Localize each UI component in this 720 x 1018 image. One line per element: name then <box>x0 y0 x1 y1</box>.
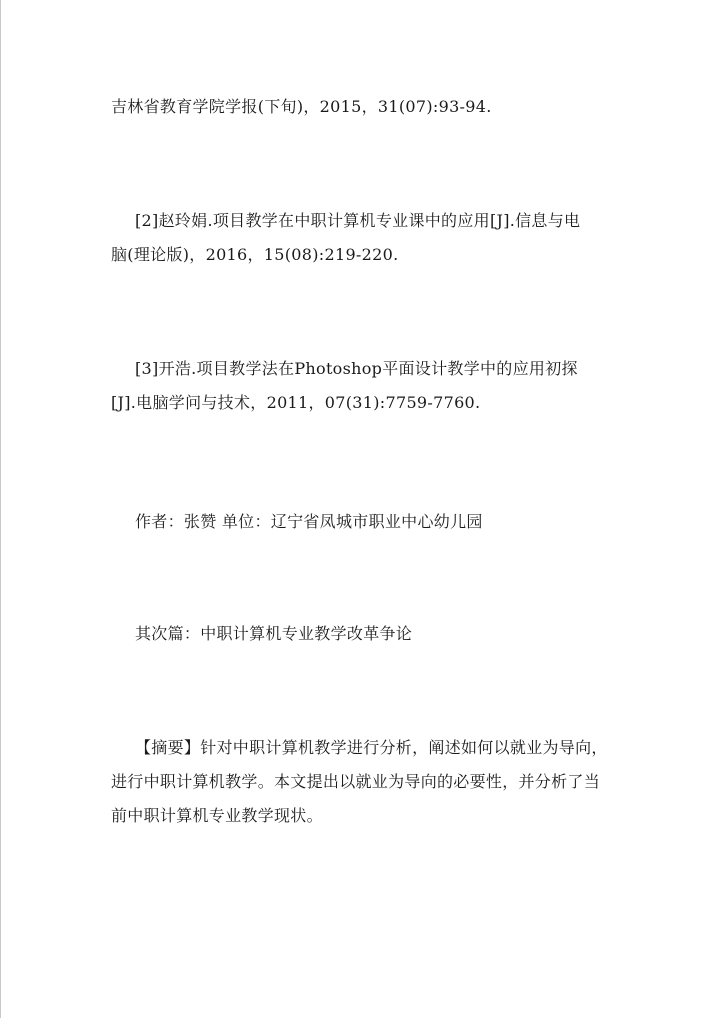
abstract-line-1: 【摘要】针对中职计算机教学进行分析，阐述如何以就业为导向， <box>135 738 608 757</box>
abstract-line-3: 前中职计算机专业教学现状。 <box>111 806 323 825</box>
reference-1-continuation <box>111 90 611 124</box>
reference-2-line-2: 脑(理论版)，2016，15(08):219-220. <box>111 245 399 264</box>
reference-3-line-1: [3]开浩.项目教学法在Photoshop平面设计教学中的应用初探 <box>135 359 578 378</box>
reference-3-line-2: [J].电脑学问与技术，2011，07(31):7759-7760. <box>111 393 481 412</box>
abstract <box>111 731 611 833</box>
reference-3 <box>111 352 611 420</box>
reference-2-line-1: [2]赵玲娟.项目教学在中职计算机专业课中的应用[J].信息与电 <box>135 211 581 230</box>
second-title-text: 其次篇：中职计算机专业教学改革争论 <box>135 624 413 643</box>
reference-1-text: 吉林省教育学院学报(下旬)，2015，31(07):93-94. <box>111 97 492 116</box>
abstract-line-2: 进行中职计算机教学。本文提出以就业为导向的必要性，并分析了当 <box>111 772 601 791</box>
author-info <box>111 505 611 539</box>
reference-2 <box>111 204 611 272</box>
author-line: 作者：张赞 单位：辽宁省凤城市职业中心幼儿园 <box>135 512 483 531</box>
second-article-title <box>111 617 611 651</box>
